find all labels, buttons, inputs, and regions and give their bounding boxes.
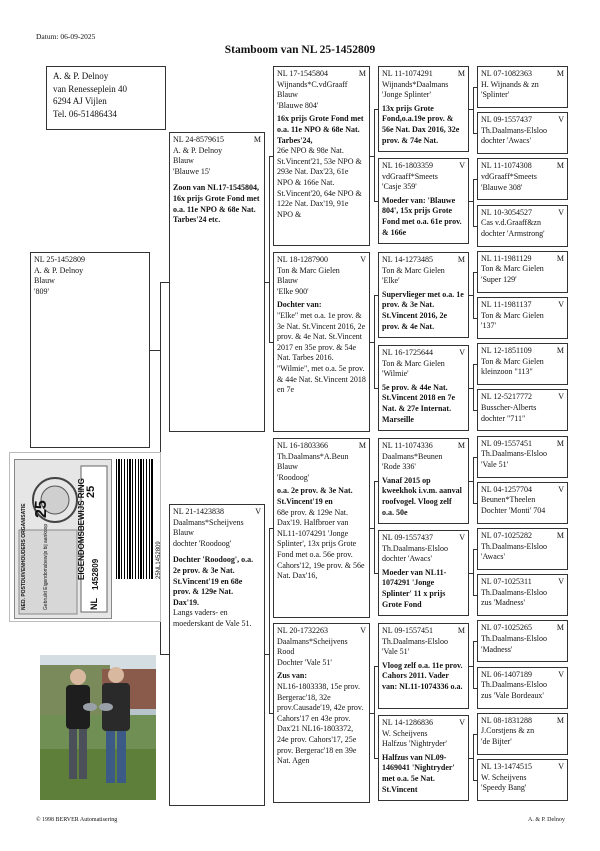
pedigree-name: 'Madness' bbox=[481, 644, 513, 654]
pedigree-name: Dochter 'Vale 51' bbox=[277, 657, 332, 667]
connector-line bbox=[473, 318, 477, 319]
connector-line bbox=[374, 388, 378, 389]
pedigree-owner: Th.Daalmans-Elsloo bbox=[481, 541, 547, 551]
pedigree-box-gen3 bbox=[273, 252, 370, 432]
pedigree-ring: NL 09-1557437 bbox=[382, 533, 434, 542]
pedigree-name: 'Blauwe 804' bbox=[277, 100, 319, 110]
connector-line bbox=[473, 688, 477, 689]
pedigree-sex: M bbox=[457, 626, 465, 635]
pedigree-ring: NL 14-1286836 bbox=[382, 718, 434, 727]
connector-line bbox=[374, 481, 375, 573]
pedigree-ring: NL 07-1025282 bbox=[481, 531, 533, 540]
pedigree-box-gen5 bbox=[477, 343, 568, 385]
footer-owner: A. & P. Delnoy bbox=[528, 817, 565, 823]
pedigree-box-gen5 bbox=[477, 574, 568, 616]
connector-line bbox=[473, 226, 477, 227]
pedigree-sex: M bbox=[556, 161, 564, 171]
connector-line bbox=[473, 457, 477, 458]
pedigree-box-gen4 bbox=[378, 252, 469, 338]
pedigree-note-bold: o.a. 2e prov. & 3e Nat. St.Vincent'19 en bbox=[277, 486, 353, 506]
pedigree-owner: Daalmans*Beunen bbox=[382, 451, 443, 461]
connector-line bbox=[473, 641, 477, 642]
pedigree-sex: M bbox=[457, 441, 465, 450]
connector-line bbox=[473, 364, 474, 410]
connector-line bbox=[374, 666, 378, 667]
pedigree-owner: Ton & Marc Gielen bbox=[277, 265, 340, 275]
pedigree-owner: Wijnands*C.vdGraaff bbox=[277, 79, 348, 89]
pedigree-sex: V bbox=[558, 577, 564, 587]
pedigree-owner: Th.Daalmans-Elsloo bbox=[481, 587, 547, 597]
photo-illustration bbox=[40, 655, 156, 800]
pedigree-ring: NL 06-1407189 bbox=[481, 669, 533, 679]
pedigree-owner: Cas v.d.Graaff&zn bbox=[481, 218, 541, 228]
owners-photo bbox=[40, 655, 156, 800]
pedigree-sex: M bbox=[253, 135, 261, 144]
pedigree-ring: NL 07-1025265 bbox=[481, 623, 533, 633]
connector-line bbox=[374, 295, 378, 296]
pedigree-owner: Wijnands*Daalmans bbox=[382, 79, 449, 89]
pedigree-box-gen4 bbox=[378, 715, 469, 801]
pedigree-owner: W. Scheijvens bbox=[382, 728, 428, 738]
connector-line bbox=[473, 549, 477, 550]
ring-org-text: NED. POSTDUIVENHOUDERS ORGANISATIE bbox=[21, 503, 27, 610]
connector-line bbox=[473, 503, 477, 504]
pedigree-ring: NL 20-1732263 bbox=[277, 626, 329, 635]
pedigree-sex: M bbox=[556, 346, 564, 356]
ring-card-art bbox=[15, 460, 111, 618]
pedigree-owner: Th.Daalmans-Elsloo bbox=[481, 449, 547, 459]
print-date: Datum: 06-09-2025 bbox=[36, 32, 96, 41]
connector-line bbox=[374, 201, 378, 202]
pedigree-owner: Ton & Marc Gielen bbox=[382, 358, 445, 368]
pedigree-owner: Beunen*Theelen bbox=[481, 495, 536, 505]
pedigree-note: "Elke" met o.a. 1e prov. & 3e Nat. St.Vincent 2016, 2e prov. & 4e Nat. St.Vincent 2017 en 35e prov. & 54e Nat. Tarbes 2016. "Wilmie", met o.a. 5e prov. & 44e Nat. St.Vincent 2018 en 7e bbox=[277, 310, 366, 395]
pedigree-note: Halfzus van NL09-1469041 'Nightryder' met o.a. 5e Nat. St.Vincent bbox=[382, 752, 455, 794]
pedigree-color: Rood bbox=[277, 647, 295, 657]
connector-line bbox=[473, 457, 474, 503]
connector-line bbox=[374, 109, 375, 201]
pedigree-name: 'Elke' bbox=[382, 276, 400, 286]
pedigree-sex: V bbox=[558, 484, 564, 494]
pedigree-name: 'de Bijter' bbox=[481, 736, 512, 746]
ring-certificate bbox=[9, 452, 161, 622]
pedigree-ring: NL 08-1831288 bbox=[481, 715, 533, 725]
pedigree-box-gen5 bbox=[477, 112, 568, 154]
connector-line bbox=[473, 549, 474, 595]
pedigree-sex: M bbox=[556, 438, 564, 448]
pedigree-ring: NL 11-1074308 bbox=[481, 161, 532, 171]
pedigree-sex: V bbox=[558, 392, 564, 402]
pedigree-owner: H. Wijnands & zn bbox=[481, 79, 539, 89]
pedigree-name: 'Roodoog' bbox=[277, 472, 310, 482]
connector-line bbox=[269, 528, 270, 713]
connector-line bbox=[473, 87, 477, 88]
pedigree-sex: M bbox=[358, 69, 366, 78]
pedigree-owner: A. & P. Delnoy bbox=[173, 145, 223, 155]
pedigree-owner: Th.Daalmans-Elsloo bbox=[481, 633, 547, 643]
pedigree-ring: NL 13-1474515 bbox=[481, 762, 533, 771]
pedigree-box-gen5 bbox=[477, 528, 568, 570]
pedigree-box-gen3 bbox=[273, 438, 370, 618]
pedigree-color: Blauw bbox=[277, 276, 298, 286]
subject-box bbox=[30, 252, 150, 448]
owner-street: van Renesseplein 40 bbox=[53, 83, 127, 94]
pedigree-name: 'Blauwe 15' bbox=[173, 166, 211, 176]
pedigree-color: Blauw bbox=[173, 528, 194, 538]
owner-address-box bbox=[46, 66, 166, 130]
pedigree-ring: NL 12-1851109 bbox=[481, 346, 532, 356]
pedigree-ring: NL 07-1025311 bbox=[481, 577, 532, 587]
connector-line bbox=[374, 758, 378, 759]
pedigree-ring: NL 09-1557437 bbox=[481, 115, 533, 125]
pedigree-sex: V bbox=[255, 507, 261, 516]
pedigree-name: 'Elke 900' bbox=[277, 286, 309, 296]
pedigree-sex: M bbox=[457, 69, 465, 78]
pedigree-owner: Th.Daalmans-Elsloo bbox=[481, 680, 547, 690]
pedigree-note-bold: Zus van: bbox=[277, 671, 308, 681]
pedigree-name: dochter 'Awacs' bbox=[382, 554, 432, 564]
connector-line bbox=[269, 156, 270, 342]
connector-line bbox=[374, 109, 378, 110]
pedigree-ring: NL 18-1287900 bbox=[277, 255, 329, 264]
pedigree-box-gen4 bbox=[378, 438, 469, 524]
pedigree-box-gen4 bbox=[378, 158, 469, 244]
pedigree-ring: NL 16-1725644 bbox=[382, 348, 434, 357]
pedigree-sex: V bbox=[360, 255, 366, 264]
pedigree-ring: NL 21-1423838 bbox=[173, 507, 225, 516]
connector-line bbox=[473, 734, 477, 735]
pedigree-sex: M bbox=[358, 441, 366, 450]
pedigree-ring: NL 16-1803359 bbox=[382, 161, 434, 170]
pedigree-note-bold: Dochter 'Roodoog', o.a. 2e prov. & 3e Nat. St.Vincent'19 en 68e prov. & 129e Nat. Dax'19. bbox=[173, 555, 254, 607]
connector-line bbox=[374, 666, 375, 758]
connector-line bbox=[374, 573, 378, 574]
pedigree-ring: NL 11-1074336 bbox=[382, 441, 433, 450]
pedigree-name: zus 'Vale Bordeaux' bbox=[481, 690, 544, 700]
pedigree-name: 'Blauwe 308' bbox=[481, 182, 523, 192]
ring-side-text: Gebruikt Eigendomsbewijs bij aankoop bbox=[43, 523, 49, 610]
connector-line bbox=[160, 654, 169, 655]
pedigree-name: 'Wilmie' bbox=[382, 369, 409, 379]
pedigree-name: '137' bbox=[481, 321, 496, 331]
pedigree-owner: Ton & Marc Gielen bbox=[481, 264, 544, 274]
pedigree-ring: NL 07-1082363 bbox=[481, 69, 533, 78]
pedigree-note: NL16-1803338, 15e prov. Bergerac'18, 32e prov.Causade'19, 42e prov. Cahors'17 en 43e prov. Dax'21 NL16-1803372, 24e prov. Cahors'17, 25e prov. Bergerac'18 en 39e Nat. Agen bbox=[277, 681, 364, 766]
connector-line bbox=[269, 528, 273, 529]
pedigree-owner: Daalmans*Scheijvens bbox=[173, 517, 244, 527]
subject-owner: A. & P. Delnoy bbox=[34, 265, 84, 275]
pedigree-box-gen5 bbox=[477, 620, 568, 662]
pedigree-name: Dochter 'Monti' 704 bbox=[481, 505, 546, 515]
pedigree-sex: V bbox=[459, 161, 465, 170]
pedigree-color: Blauw bbox=[277, 462, 298, 472]
pedigree-owner: Th.Daalmans*A.Beun bbox=[277, 451, 349, 461]
mother-box bbox=[169, 504, 265, 806]
pedigree-note: 26e NPO & 98e Nat. St.Vincent'21, 53e NPO & 293e Nat. Dax'23, 61e NPO & 166e Nat. St.Vincent'20, 64e NPO & 122e Nat. Dax'19, 91e NPO & bbox=[277, 146, 362, 219]
pedigree-sex: M bbox=[556, 253, 564, 263]
pedigree-ring: NL 16-1803366 bbox=[277, 441, 329, 450]
pedigree-name: 'Awacs' bbox=[481, 552, 505, 562]
pedigree-owner: Th.Daalmans-Elsloo bbox=[481, 125, 547, 135]
pedigree-sex: M bbox=[556, 623, 564, 633]
pedigree-note: Moeder van: 'Blauwe 804', 15x prijs Grote Fond met o.a. 61e prov. & 166e bbox=[382, 195, 462, 237]
pedigree-box-gen5 bbox=[477, 205, 568, 247]
pedigree-sex: M bbox=[457, 255, 465, 264]
pedigree-box-gen4 bbox=[378, 66, 469, 152]
pedigree-owner: Ton & Marc Gielen bbox=[481, 356, 544, 366]
pedigree-name: dochter 'Awacs' bbox=[481, 136, 531, 146]
connector-line bbox=[473, 179, 474, 225]
pedigree-ring: NL 09-1557451 bbox=[481, 438, 533, 448]
pedigree-sex: M bbox=[556, 69, 564, 78]
pedigree-sex: M bbox=[556, 531, 564, 540]
pedigree-owner: Busscher-Alberts bbox=[481, 402, 537, 412]
pedigree-name: 'Jonge Splinter' bbox=[382, 90, 431, 100]
pedigree-note-bold: Dochter van: bbox=[277, 300, 322, 310]
ring-year: 25 bbox=[33, 500, 50, 518]
pedigree-sex: V bbox=[459, 718, 465, 727]
pedigree-note: Vloog zelf o.a. 11e prov. Cahors 2011. Vader van: NL11-1074336 o.a. bbox=[382, 660, 463, 691]
pedigree-sex: M bbox=[556, 715, 564, 725]
pedigree-box-gen5 bbox=[477, 158, 568, 200]
connector-line bbox=[150, 350, 160, 351]
pedigree-note: 68e prov. & 129e Nat. Dax'19. Halfbroer van NL11-1074291 'Jonge Splinter', 13x prijs Grote Fond met o.a. 56e prov. Cahors'12, 19e prov. & 56e Nat. Dax'16, bbox=[277, 507, 365, 581]
pedigree-owner: Daalmans*Scheijvens bbox=[277, 636, 348, 646]
pedigree-note: 13x prijs Grote Fond,o.a.19e prov. & 56e Nat. Dax 2016, 32e prov. & 74e Nat. bbox=[382, 103, 460, 145]
ring-year-strip: 25 bbox=[85, 485, 97, 498]
pedigree-box-gen5 bbox=[477, 66, 568, 108]
pedigree-note: 5e prov. & 44e Nat. St.Vincent 2018 en 7e Nat. & 27e Internat. Marseille bbox=[382, 382, 456, 424]
connector-line bbox=[473, 734, 474, 780]
connector-line bbox=[473, 410, 477, 411]
pedigree-ring: NL 10-3054527 bbox=[481, 207, 533, 217]
pedigree-owner: Th.Daalmans-Elsloo bbox=[382, 636, 448, 646]
pedigree-owner: Ton & Marc Gielen bbox=[481, 310, 544, 320]
connector-line bbox=[473, 179, 477, 180]
pedigree-owner: vdGraaff*Smeets bbox=[382, 171, 438, 181]
father-box bbox=[169, 132, 265, 432]
pedigree-name: 'Splinter' bbox=[481, 90, 510, 100]
pedigree-sex: V bbox=[360, 626, 366, 635]
pedigree-name: 'Rode 336' bbox=[382, 462, 416, 472]
pedigree-ring: NL 14-1273485 bbox=[382, 255, 434, 264]
pedigree-note: Moeder van NL11-1074291 'Jonge Splinter' 11 x prijs Grote Fond bbox=[382, 567, 447, 609]
pedigree-ring: NL 12-5217772 bbox=[481, 392, 533, 402]
pedigree-ring: NL 11-1074291 bbox=[382, 69, 433, 78]
connector-line bbox=[473, 133, 477, 134]
pedigree-owner: vdGraaff*Smeets bbox=[481, 171, 537, 181]
owner-name: A. & P. Delnoy bbox=[53, 71, 109, 81]
pedigree-box-gen5 bbox=[477, 713, 568, 755]
connector-line bbox=[374, 295, 375, 388]
subject-name: '809' bbox=[34, 286, 49, 296]
pedigree-name: kleinzoon "113" bbox=[481, 367, 533, 377]
connector-line bbox=[473, 272, 477, 273]
owner-phone: Tel. 06-51486434 bbox=[53, 108, 117, 119]
pedigree-owner: Ton & Marc Gielen bbox=[382, 265, 445, 275]
pedigree-box-gen5 bbox=[477, 389, 568, 431]
page-title: Stamboom van NL 25-1452809 bbox=[224, 44, 376, 56]
connector-line bbox=[374, 481, 378, 482]
connector-line bbox=[473, 87, 474, 133]
pedigree-box-gen5 bbox=[477, 436, 568, 478]
barcode-text: 25NL1452809 bbox=[156, 541, 162, 579]
connector-line bbox=[473, 595, 477, 596]
ring-card bbox=[14, 459, 112, 619]
pedigree-sex: V bbox=[558, 207, 564, 217]
pedigree-name: 'Speedy Bang' bbox=[481, 783, 527, 793]
pedigree-box-gen5 bbox=[477, 251, 568, 293]
pedigree-sex: V bbox=[558, 300, 564, 309]
pedigree-name: dochter 'Roodoog' bbox=[173, 538, 232, 548]
pedigree-name: zus 'Madness' bbox=[481, 598, 525, 608]
connector-line bbox=[473, 641, 474, 687]
pedigree-ring: NL 11-1981137 bbox=[481, 300, 532, 309]
pedigree-color: Blauw bbox=[173, 156, 194, 166]
pedigree-owner: W. Scheijvens bbox=[481, 772, 527, 782]
ring-country: NL bbox=[89, 598, 99, 610]
subject-color: Blauw bbox=[34, 276, 55, 286]
connector-line bbox=[473, 364, 477, 365]
owner-city: 6294 AJ Vijlen bbox=[53, 96, 107, 106]
pedigree-note: Supervlieger met o.a. 1e prov. & 3e Nat. St.Vincent 2016, 2e prov. & 4e Nat. bbox=[382, 289, 464, 331]
connector-line bbox=[269, 713, 273, 714]
pedigree-name: 'Vale 51' bbox=[382, 647, 410, 657]
pedigree-ring: NL 04-1257704 bbox=[481, 484, 533, 494]
pedigree-box-gen4 bbox=[378, 530, 469, 616]
pedigree-note: Zoon van NL17-1545804, 16x prijs Grote Fond met o.a. 11e NPO & 68e Nat. Tarbes'24 etc. bbox=[173, 183, 260, 225]
pedigree-name: Halfzus 'Nightryder' bbox=[382, 739, 447, 749]
pedigree-sex: V bbox=[558, 115, 564, 125]
connector-line bbox=[160, 282, 169, 283]
pedigree-ring: NL 24-8579615 bbox=[173, 135, 225, 144]
pedigree-name: dochter "711" bbox=[481, 413, 526, 423]
connector-line bbox=[473, 272, 474, 318]
pedigree-ring: NL 11-1981129 bbox=[481, 253, 532, 263]
pedigree-owner: Th.Daalmans-Elsloo bbox=[382, 543, 448, 553]
pedigree-box-gen3 bbox=[273, 623, 370, 803]
pedigree-box-gen3 bbox=[273, 66, 370, 246]
connector-line bbox=[269, 342, 273, 343]
pedigree-note: Langs vaders- en moederskant de Vale 51. bbox=[173, 608, 252, 628]
ring-number: 1452809 bbox=[91, 558, 100, 590]
pedigree-owner: J.Corstjens & zn bbox=[481, 726, 535, 736]
subject-ring: NL 25-1452809 bbox=[34, 255, 86, 264]
pedigree-name: 'Super 129' bbox=[481, 274, 517, 284]
pedigree-sex: V bbox=[459, 348, 465, 357]
pedigree-ring: NL 17-1545804 bbox=[277, 69, 329, 78]
pedigree-box-gen4 bbox=[378, 345, 469, 431]
pedigree-name: 'Casje 359' bbox=[382, 182, 417, 192]
pedigree-note-bold: 16x prijs Grote Fond met o.a. 11e NPO & 68e Nat. Tarbes'24, bbox=[277, 114, 364, 145]
connector-line bbox=[473, 780, 477, 781]
pedigree-box-gen5 bbox=[477, 482, 568, 524]
pedigree-sex: V bbox=[558, 762, 564, 771]
connector-line bbox=[269, 156, 273, 157]
barcode bbox=[116, 459, 154, 579]
pedigree-note: Vanaf 2015 op kweekhok i.v.m. aanval roofvogel. Vloog zelf o.a. 50e bbox=[382, 475, 462, 517]
pedigree-sex: V bbox=[459, 533, 465, 542]
pedigree-name: dochter 'Armstrong' bbox=[481, 228, 545, 238]
pedigree-box-gen4 bbox=[378, 623, 469, 709]
pedigree-box-gen5 bbox=[477, 297, 568, 339]
ring-eig-text: EIGENDOMSBEWIJS RING bbox=[77, 478, 86, 580]
pedigree-box-gen5 bbox=[477, 667, 568, 709]
pedigree-sex: V bbox=[558, 669, 564, 679]
footer-copyright: © 1998 BERVER Automatisering bbox=[36, 817, 118, 823]
pedigree-ring: NL 09-1557451 bbox=[382, 626, 434, 635]
pedigree-name: 'Vale 51' bbox=[481, 459, 509, 469]
pedigree-color: Blauw bbox=[277, 90, 298, 100]
pedigree-box-gen5 bbox=[477, 759, 568, 801]
